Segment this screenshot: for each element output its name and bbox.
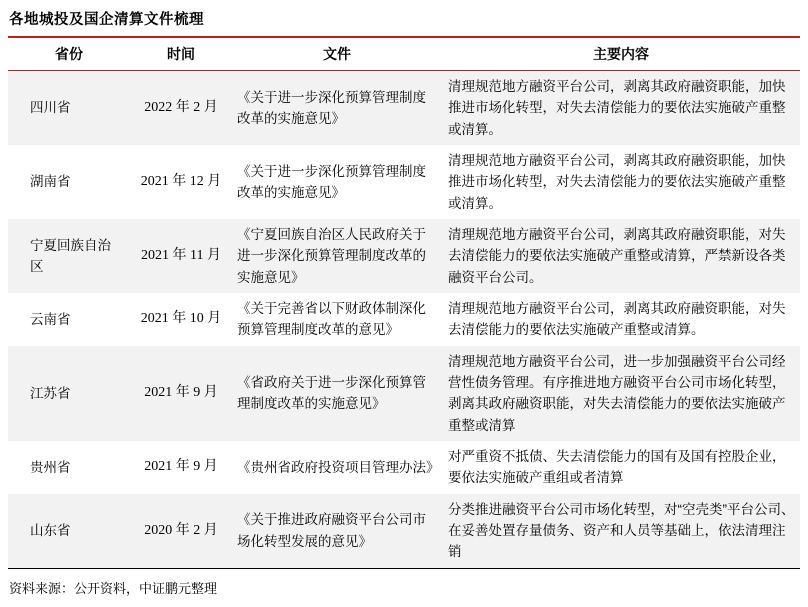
content-cell: 清理规范地方融资平台公司，剥离其政府融资职能，加快推进市场化转型，对失去清偿能力的要依法实施破产重整或清算。 bbox=[448, 79, 786, 137]
time-cell: 2021 年 12 月 bbox=[140, 173, 222, 189]
province-cell: 云南省 bbox=[30, 311, 71, 327]
province-cell: 山东省 bbox=[30, 522, 71, 538]
table-row bbox=[8, 293, 800, 346]
content-cell: 清理规范地方融资平台公司，进一步加强融资平台公司经营性债务管理。有序推进地方融资平台公司市场化转型，剥离其政府融资职能，对失去清偿能力的要依法实施破产重整或清算 bbox=[448, 353, 786, 433]
column-header-time: 时间 bbox=[130, 37, 232, 71]
province-cell: 四川省 bbox=[30, 100, 71, 116]
column-header-province: 省份 bbox=[8, 37, 130, 71]
province-cell: 宁夏回族自治区 bbox=[30, 237, 111, 274]
table-row bbox=[8, 441, 800, 494]
content-cell: 清理规范地方融资平台公司，剥离其政府融资职能，对失去清偿能力的要依法实施破产重整或清算。 bbox=[448, 300, 786, 338]
document-cell: 《贵州省政府投资项目管理办法》 bbox=[237, 459, 440, 475]
table-row bbox=[8, 71, 800, 145]
column-header-content: 主要内容 bbox=[442, 37, 800, 71]
document-cell: 《宁夏回族自治区人民政府关于进一步深化预算管理制度改革的实施意见》 bbox=[237, 226, 426, 285]
content-cell: 清理规范地方融资平台公司，剥离其政府融资职能，对失去清偿能力的要依法实施破产重整或清算，严禁新设各类融资平台公司。 bbox=[448, 226, 786, 285]
time-cell: 2021 年 9 月 bbox=[144, 459, 218, 475]
time-cell: 2020 年 2 月 bbox=[144, 522, 218, 538]
column-header-document: 文件 bbox=[232, 37, 442, 71]
table-header-row bbox=[8, 37, 800, 71]
time-cell: 2022 年 2 月 bbox=[144, 99, 218, 115]
table-row bbox=[8, 494, 800, 568]
content-cell: 对严重资不抵债、失去清偿能力的国有及国有控股企业，要依法实施破产重组或者清算 bbox=[448, 448, 786, 486]
table-row bbox=[8, 346, 800, 441]
table-body bbox=[8, 71, 800, 569]
table-row bbox=[8, 145, 800, 219]
documents-table bbox=[8, 36, 800, 569]
province-cell: 江苏省 bbox=[30, 385, 71, 401]
table-row bbox=[8, 219, 800, 293]
document-cell: 《省政府关于进一步深化预算管理制度改革的实施意见》 bbox=[237, 374, 426, 412]
time-cell: 2021 年 10 月 bbox=[140, 311, 222, 327]
document-cell: 《关于完善省以下财政体制深化预算管理制度改革的意见》 bbox=[237, 300, 426, 338]
source-note: 资料来源：公开资料，中证鹏元整理 bbox=[9, 580, 218, 596]
document-cell: 《关于进一步深化预算管理制度改革的实施意见》 bbox=[237, 163, 426, 200]
time-cell: 2021 年 9 月 bbox=[144, 385, 218, 401]
document-cell: 《关于推进政府融资平台公司市场化转型发展的意见》 bbox=[237, 512, 426, 549]
document-cell: 《关于进一步深化预算管理制度改革的实施意见》 bbox=[237, 89, 426, 126]
time-cell: 2021 年 11 月 bbox=[141, 247, 221, 263]
content-cell: 分类推进融资平台公司市场化转型，对“空壳类”平台公司、在妥善处置存量债务、资产和人员等基础上，依法清理注销 bbox=[448, 501, 795, 560]
page-title: 各地城投及国企清算文件梳理 bbox=[9, 12, 204, 28]
province-cell: 湖南省 bbox=[30, 174, 71, 190]
content-cell: 清理规范地方融资平台公司，剥离其政府融资职能，加快推进市场化转型，对失去清偿能力的要依法实施破产重整或清算。 bbox=[448, 152, 786, 211]
province-cell: 贵州省 bbox=[30, 459, 71, 475]
